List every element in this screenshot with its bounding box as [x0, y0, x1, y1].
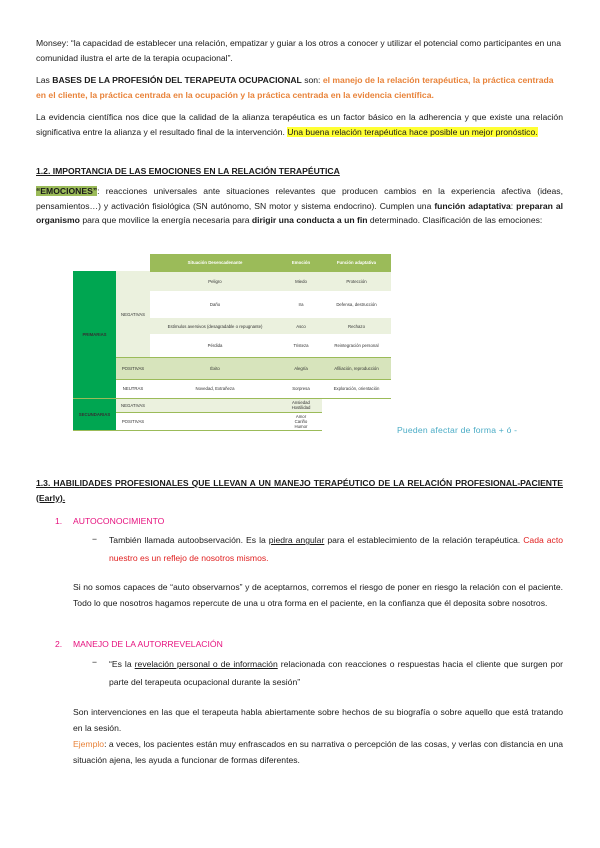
header-situacion: Situación Desencadenante	[150, 254, 280, 271]
header-funcion: Función adaptativa	[322, 254, 391, 271]
emotions-table	[73, 254, 391, 430]
row-exito-situacion: Éxito	[150, 357, 280, 379]
row-dano-emocion: Ira	[280, 291, 322, 318]
intro-quote: Monsey: “la capacidad de establecer una relación, empatizar y guiar a los otros a conocer y utilizar el potencial como participantes en una comunidad ilustra el arte de la terapia ocupacional”.	[36, 38, 561, 63]
auto-red: Cada acto nuestro es un reflejo de nosotros mismos.	[109, 535, 563, 563]
section-1-title: AUTOCONOCIMIENTO	[73, 516, 165, 526]
section-2-number: 2.	[55, 639, 63, 649]
auto-piedra-angular: piedra angular	[268, 535, 325, 545]
emociones-t3: para que movilice la energía necesaria para	[79, 215, 252, 225]
ejemplo-paragraph	[73, 736, 563, 768]
effect-note: Pueden afectar de forma + ó -	[397, 425, 518, 435]
dash-bullet: −	[92, 534, 98, 544]
row-novedad-situacion: Novedad, Extrañeza	[150, 379, 280, 398]
evidence-paragraph	[36, 110, 563, 139]
section-2-title: MANEJO DE LA AUTORREVELACIÓN	[73, 639, 223, 649]
row-perdida-funcion: Reintegración personal	[322, 334, 391, 357]
row-perdida-situacion: Pérdida	[150, 334, 280, 357]
grid-line	[116, 412, 322, 413]
secundarias-label: SECUNDARIAS	[73, 398, 116, 430]
row-peligro-emocion: Miedo	[280, 271, 322, 291]
emociones-paragraph	[36, 184, 563, 228]
grid-line	[73, 430, 322, 431]
row-asco-funcion: Rechazo	[322, 318, 391, 334]
bases-mid: son:	[301, 75, 323, 85]
autorrevelacion-quote	[109, 655, 563, 691]
grid-line	[150, 271, 391, 272]
autoconocimiento-text	[109, 532, 563, 567]
negativas-label: NEGATIVAS	[116, 271, 150, 357]
grid-line	[116, 379, 391, 380]
sec-negativas-label: NEGATIVAS	[116, 398, 150, 412]
row-exito-emocion: Alegría	[280, 357, 322, 379]
section-1-number: 1.	[55, 516, 63, 526]
auto-t1: También llamada autoobservación. Es la	[109, 535, 269, 545]
evidence-text: La evidencia científica nos dice que la calidad de la alianza terapéutica es un factor básico en la adherencia y que existe una relación significativa entre la alianza y el resultado final de la intervención.	[36, 112, 563, 137]
emociones-t2: :	[510, 200, 517, 211]
evidence-highlight: Una buena relación terapéutica hace posible un mejor pronóstico.	[287, 126, 538, 137]
grid-line	[116, 357, 391, 358]
heading-1-3: 1.3. HABILIDADES PROFESIONALES QUE LLEVAN A UN MANEJO TERAPÉUTICO DE LA RELACIÓN PROFESIONAL-PACIENTE (Early).	[36, 478, 563, 503]
primarias-label: PRIMARIAS	[73, 271, 116, 398]
quote-q2: relacionada con reacciones o respuestas hacia el cliente que surgen por parte del terapeuta ocupacional durante la sesión”	[109, 659, 563, 687]
dash-bullet: −	[92, 657, 98, 667]
autorrevelacion-paragraph: Son intervenciones en las que el terapeuta habla abiertamente sobre hechos de su biografía o sobre aquello que está tratando en la sesión.	[73, 707, 563, 733]
emociones-t4: determinado. Clasificación de las emociones:	[367, 215, 543, 225]
sec-positivas-label: POSITIVAS	[116, 412, 150, 430]
emociones-b3: dirigir una conducta a un fin	[251, 215, 368, 225]
positivas-label: POSITIVAS	[116, 357, 150, 379]
row-peligro-situacion: Peligro	[150, 271, 280, 291]
row-peligro-funcion: Protección	[322, 271, 391, 291]
bases-paragraph	[36, 73, 563, 102]
quote-q1: “Es la	[109, 659, 135, 669]
header-emocion: Emoción	[280, 254, 322, 271]
quote-underlined: revelación personal o de información	[134, 659, 278, 669]
sec-positivas-situacion	[150, 412, 280, 430]
auto-paragraph: Si no somos capaces de “auto observarnos” y de aceptarnos, corremos el riesgo de poner en riesgo la relación con el paciente. Todo lo que nosotros hagamos repercute de una u otra forma en el paciente, en la confianza que él deposita sobre nosotros.	[73, 582, 563, 608]
bases-title: BASES DE LA PROFESIÓN DEL TERAPEUTA OCUPACIONAL	[52, 75, 302, 85]
row-exito-funcion: Afiliación, reproducción	[322, 357, 391, 379]
emociones-t1: : reacciones universales ante situaciones relevantes que producen cambios en la experiencia afectiva (ideas, pensamientos…) y activación fisiológica (SN autónomo, SN motor y sistema endocrino). Cumplen una	[36, 186, 563, 211]
heading-1-2: 1.2. IMPORTANCIA DE LAS EMOCIONES EN LA RELACIÓN TERAPÉUTICA	[36, 166, 340, 176]
emociones-term: “EMOCIONES”	[36, 186, 98, 196]
row-dano-funcion: Defensa, destrucción	[322, 291, 391, 318]
sec-positivas-emociones: Amor Cariño Humor	[280, 412, 322, 430]
neutras-label: NEUTRAS	[116, 379, 150, 398]
sec-negativas-emociones: Ansiedad Hostilidad	[280, 398, 322, 412]
auto-t2: para el establecimiento de la relación terapéutica.	[324, 535, 524, 545]
sec-negativas-situacion	[150, 398, 280, 412]
bases-list: el manejo de la relación terapéutica, la práctica centrada en el cliente, la práctica centrada en la ocupación y la práctica centrada en la evidencia científica.	[36, 75, 554, 100]
row-asco-emocion: Asco	[280, 318, 322, 334]
row-perdida-emocion: Tristeza	[280, 334, 322, 357]
row-dano-situacion: Daño	[150, 291, 280, 318]
bases-lead: Las	[36, 75, 53, 85]
ejemplo-text: : a veces, los pacientes están muy enfrascados en su narrativa o percepción de las cosas, y verlas con distancia en una situación ajena, les ayuda a funcionar de formas diferentes.	[73, 739, 563, 765]
grid-line	[73, 398, 391, 399]
emociones-b2: preparan al organismo	[36, 200, 563, 225]
row-asco-situacion: Estímulos aversivos (desagradable o repugnante)	[150, 318, 280, 334]
row-novedad-emocion: Sorpresa	[280, 379, 322, 398]
emociones-b1: función adaptativa	[434, 200, 511, 211]
ejemplo-label: Ejemplo	[73, 739, 105, 749]
row-novedad-funcion: Exploración, orientación	[322, 379, 391, 398]
